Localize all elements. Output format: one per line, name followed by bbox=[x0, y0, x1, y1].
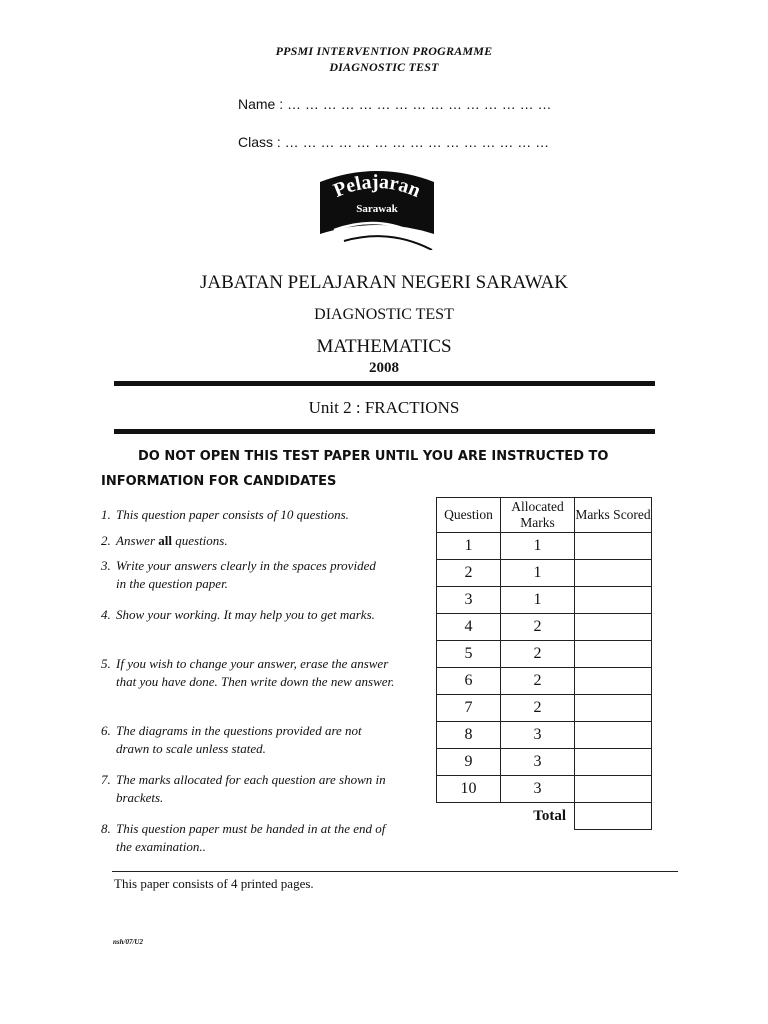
instruction-item: 5. If you wish to change your answer, erase the answer that you have done. Then write down the new answer. bbox=[101, 656, 395, 689]
instruction-item: 6. The diagrams in the questions provided are not drawn to scale unless stated. bbox=[101, 723, 362, 756]
score-cell bbox=[575, 560, 652, 587]
table-row bbox=[437, 668, 652, 695]
header-test-type: DIAGNOSTIC TEST bbox=[329, 60, 439, 74]
score-cell bbox=[575, 533, 652, 560]
allocated-mark: 1 bbox=[501, 587, 575, 614]
header-question: Question bbox=[437, 498, 501, 533]
score-cell bbox=[575, 776, 652, 803]
instruction-item: 7. The marks allocated for each question are shown in brackets. bbox=[101, 772, 386, 805]
name-field: Name : … … … … … … … … … … … … … … … bbox=[238, 96, 552, 112]
instruction-item: 8. This question paper must be handed in at the end of the examination.. bbox=[101, 821, 386, 854]
score-cell bbox=[575, 749, 652, 776]
table-row bbox=[437, 533, 652, 560]
score-cell bbox=[575, 722, 652, 749]
question-number: 8 bbox=[437, 722, 501, 749]
allocated-mark: 2 bbox=[501, 668, 575, 695]
instruction-item: 3. Write your answers clearly in the spaces provided in the question paper. bbox=[101, 558, 376, 591]
score-cell bbox=[575, 614, 652, 641]
total-score-cell bbox=[575, 803, 652, 830]
instruction-item: 2. Answer all questions. bbox=[101, 533, 228, 548]
allocated-mark: 3 bbox=[501, 749, 575, 776]
total-row bbox=[437, 803, 652, 830]
score-cell bbox=[575, 695, 652, 722]
allocated-mark: 3 bbox=[501, 722, 575, 749]
divider-top bbox=[114, 381, 655, 386]
class-field: Class : … … … … … … … … … … … … … … … bbox=[238, 134, 550, 150]
score-cell bbox=[575, 668, 652, 695]
subject-title: MATHEMATICS bbox=[316, 336, 452, 357]
table-row bbox=[437, 614, 652, 641]
question-number: 10 bbox=[437, 776, 501, 803]
unit-title: Unit 2 : FRACTIONS bbox=[308, 398, 460, 417]
question-number: 3 bbox=[437, 587, 501, 614]
question-number: 4 bbox=[437, 614, 501, 641]
score-cell bbox=[575, 641, 652, 668]
programme-title: PPSMI INTERVENTION PROGRAMME bbox=[275, 44, 493, 58]
marks-table bbox=[436, 497, 652, 830]
table-row bbox=[437, 587, 652, 614]
department-title: JABATAN PELAJARAN NEGERI SARAWAK bbox=[200, 272, 568, 293]
total-label: Total bbox=[437, 803, 575, 830]
logo-title: Pelajaran bbox=[330, 170, 424, 202]
question-number: 7 bbox=[437, 695, 501, 722]
pelajaran-sarawak-logo bbox=[314, 166, 440, 250]
test-title: DIAGNOSTIC TEST bbox=[314, 306, 454, 323]
question-number: 2 bbox=[437, 560, 501, 587]
allocated-mark: 2 bbox=[501, 695, 575, 722]
page-count-note: This paper consists of 4 printed pages. bbox=[114, 876, 314, 891]
document-code: nsh/07/U2 bbox=[113, 938, 143, 946]
allocated-mark: 3 bbox=[501, 776, 575, 803]
header-marks-scored: Marks Scored bbox=[575, 498, 652, 533]
footer-rule bbox=[112, 871, 678, 872]
table-row bbox=[437, 641, 652, 668]
allocated-mark: 1 bbox=[501, 533, 575, 560]
table-row bbox=[437, 695, 652, 722]
score-cell bbox=[575, 587, 652, 614]
question-number: 5 bbox=[437, 641, 501, 668]
question-number: 1 bbox=[437, 533, 501, 560]
table-header-row bbox=[437, 498, 652, 533]
allocated-mark: 1 bbox=[501, 560, 575, 587]
allocated-mark: 2 bbox=[501, 614, 575, 641]
info-heading: INFORMATION FOR CANDIDATES bbox=[101, 474, 337, 489]
logo-subtitle: Sarawak bbox=[356, 203, 398, 215]
table-row bbox=[437, 722, 652, 749]
warning-text: DO NOT OPEN THIS TEST PAPER UNTIL YOU ARE INSTRUCTED TO bbox=[138, 449, 609, 464]
year: 2008 bbox=[369, 360, 399, 376]
instruction-item: 1. This question paper consists of 10 questions. bbox=[101, 507, 349, 522]
question-number: 6 bbox=[437, 668, 501, 695]
instruction-item: 4. Show your working. It may help you to get marks. bbox=[101, 607, 375, 622]
divider-bottom bbox=[114, 429, 655, 434]
table-row bbox=[437, 749, 652, 776]
question-number: 9 bbox=[437, 749, 501, 776]
table-row bbox=[437, 560, 652, 587]
header-allocated-marks: Allocated Marks bbox=[501, 498, 575, 533]
table-row bbox=[437, 776, 652, 803]
allocated-mark: 2 bbox=[501, 641, 575, 668]
